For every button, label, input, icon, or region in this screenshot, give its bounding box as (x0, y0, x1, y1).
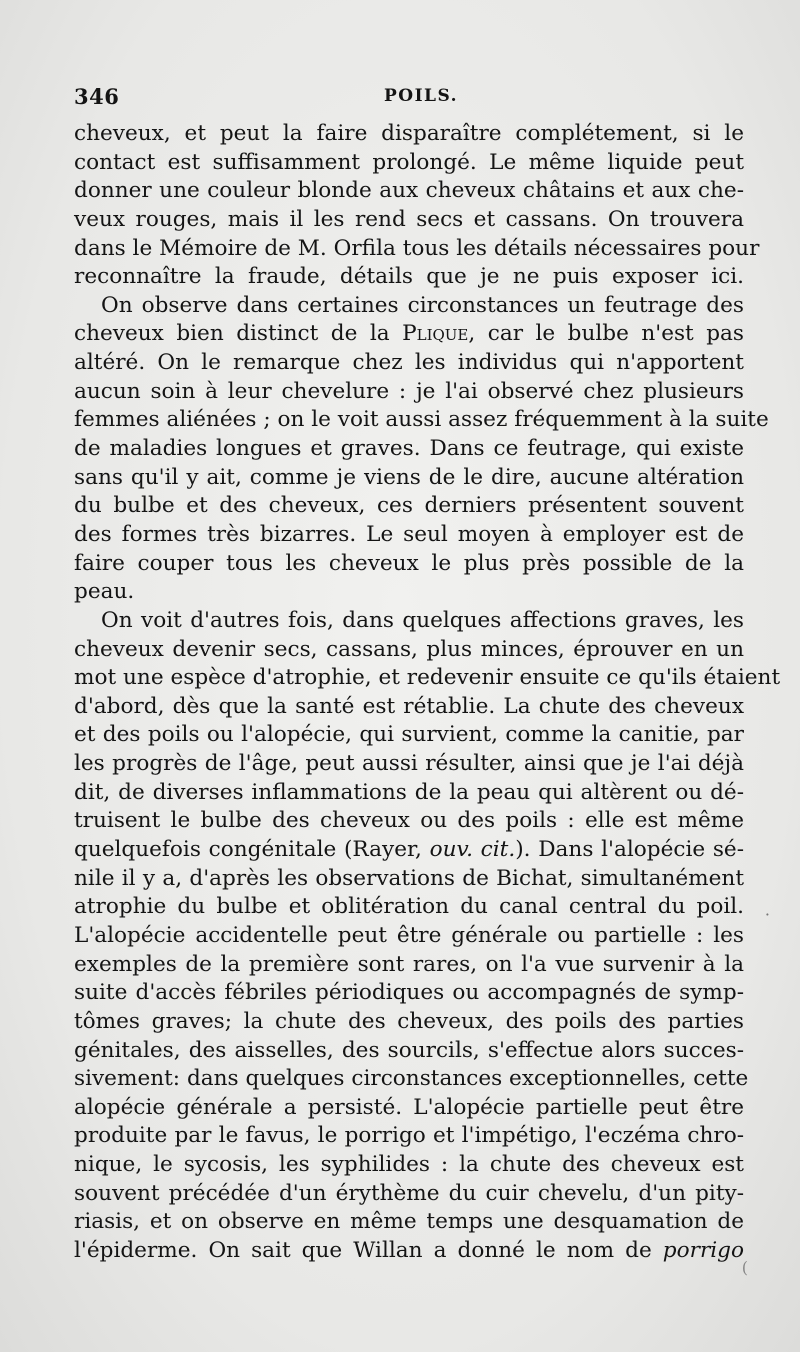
paragraph-end-line: peau. (74, 579, 135, 605)
text-line: riasis, et on observe en même temps une desquamation de (74, 1209, 744, 1235)
text-line: sivement: dans quelques circonstances exceptionnelles, cette (74, 1066, 749, 1092)
running-head: POILS. (384, 86, 459, 106)
text-line: aucun soin à leur chevelure : je l'ai observé chez plusieurs (74, 378, 744, 404)
paragraph-start-line: On observe dans certaines circonstances un feutrage des (101, 292, 744, 318)
text-line: génitales, des aisselles, des sourcils, s'effectue alors succes- (74, 1037, 744, 1063)
text-line: nique, le sycosis, les syphilides : la chute des cheveux est (74, 1152, 744, 1178)
page-number: 346 (74, 84, 120, 109)
text-line: reconnaître la fraude, détails que je ne puis exposer ici. (74, 264, 744, 290)
text-line: truisent le bulbe des cheveux ou des poils : elle est même (74, 808, 744, 834)
paragraph-start-line: On voit d'autres fois, dans quelques affections graves, les (101, 607, 744, 633)
text-line: femmes aliénées ; on le voit aussi assez fréquemment à la suite (74, 407, 769, 433)
text-line: quelquefois congénitale (Rayer, ouv. cit.). Dans l'alopécie sé- (74, 837, 745, 863)
text-line: cheveux, et peut la faire disparaître complétement, si le (74, 121, 744, 146)
text-line: exemples de la première sont rares, on l'a vue survenir à la (74, 951, 744, 977)
text-line: cheveux bien distinct de la Plique, car le bulbe n'est pas (74, 321, 744, 347)
text-line: alopécie générale a persisté. L'alopécie partielle peut être (74, 1094, 744, 1120)
text-line: veux rouges, mais il les rend secs et cassans. On trouvera (74, 206, 744, 232)
text-line: et des poils ou l'alopécie, qui survient, comme la canitie, par (74, 722, 744, 748)
text-line: l'épiderme. On sait que Willan a donné le nom de porrigo (74, 1237, 744, 1263)
text-line: tômes graves; la chute des cheveux, des poils des parties (74, 1008, 744, 1034)
text-line: produite par le favus, le porrigo et l'impétigo, l'eczéma chro- (74, 1123, 744, 1149)
text-line: faire couper tous les cheveux le plus près possible de la (74, 550, 744, 576)
text-line: mot une espèce d'atrophie, et redevenir ensuite ce qu'ils étaient (74, 665, 781, 691)
text-line: suite d'accès fébriles périodiques ou accompagnés de symp- (74, 980, 744, 1006)
text-line: altéré. On le remarque chez les individus qui n'apportent (74, 350, 744, 376)
text-line: L'alopécie accidentelle peut être générale ou partielle : les (74, 922, 744, 948)
text-line: contact est suffisamment prolongé. Le même liquide peut (74, 149, 744, 175)
text-line: de maladies longues et graves. Dans ce feutrage, qui existe (74, 436, 744, 462)
text-line: donner une couleur blonde aux cheveux châtains et aux che- (74, 178, 744, 204)
text-line: du bulbe et des cheveux, ces derniers présentent souvent (74, 493, 744, 519)
corner-speck: ( (741, 1258, 748, 1277)
small-caps-term: Plique (402, 321, 469, 347)
text-line: sans qu'il y ait, comme je viens de le dire, aucune altération (74, 464, 744, 490)
italic-term: porrigo (662, 1237, 744, 1263)
page-header (74, 84, 744, 114)
text-line: d'abord, dès que la santé est rétablie. La chute des cheveux (74, 693, 744, 719)
text-line: cheveux devenir secs, cassans, plus minces, éprouver en un (74, 636, 744, 662)
text-line: les progrès de l'âge, peut aussi résulter, ainsi que je l'ai déjà (74, 751, 744, 777)
text-line: atrophie du bulbe et oblitération du canal central du poil. (74, 894, 744, 920)
text-line: souvent précédée d'un érythème du cuir chevelu, d'un pity- (74, 1180, 744, 1206)
text-line: des formes très bizarres. Le seul moyen à employer est de (74, 521, 744, 547)
margin-speck: · (764, 905, 770, 924)
text-line: dit, de diverses inflammations de la peau qui altèrent ou dé- (74, 779, 744, 805)
text-line: nile il y a, d'après les observations de Bichat, simultanément (74, 865, 744, 891)
body-text (74, 120, 781, 1266)
italic-citation: ouv. cit. (429, 837, 516, 863)
text-line: dans le Mémoire de M. Orfila tous les détails nécessaires pour (74, 235, 760, 261)
